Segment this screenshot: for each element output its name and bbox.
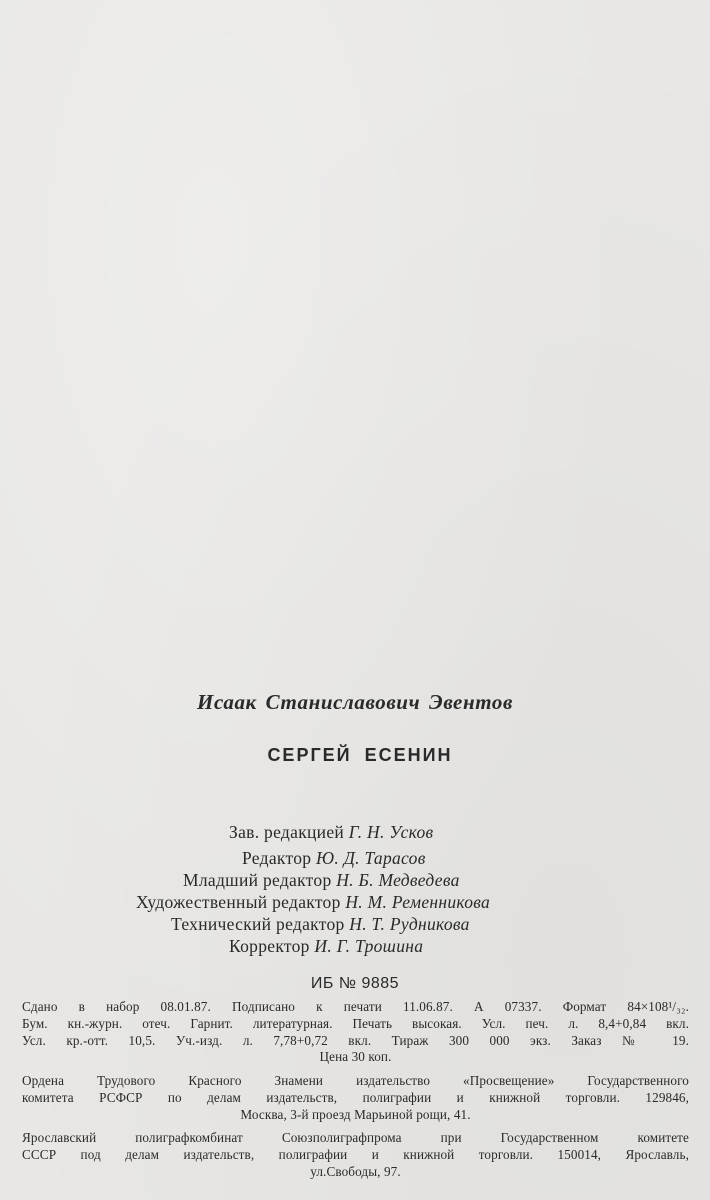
credit-person: Г. Н. Усков [348, 822, 434, 842]
credit-line-junior-editor [183, 869, 460, 891]
credit-line-proofreader [229, 935, 423, 957]
author-name: Исаак Станиславович Эвентов [197, 690, 513, 714]
printer-line: СССР под делам издательств, полиграфии и книжной торговли. 150014, Ярославль, [22, 1146, 689, 1162]
printer-info [22, 1130, 689, 1180]
credit-line-art-editor [136, 891, 490, 913]
credit-role: Редактор [242, 848, 312, 868]
price: Цена 30 коп. [319, 1049, 392, 1065]
credit-line-editor [242, 847, 426, 869]
printer-address: ул.Свободы, 97. [310, 1163, 401, 1179]
publisher-line: комитета РСФСР по делам издательств, полиграфии и книжной торговли. 129846, [22, 1089, 689, 1105]
printer-line: Ярославский полиграфкомбинат Союзполиграфпрома при Государственном комитете [22, 1130, 689, 1145]
credit-role: Художественный редактор [136, 892, 341, 912]
publisher-info [22, 1073, 689, 1123]
ib-number: ИБ № 9885 [310, 975, 400, 992]
credit-line-technical-editor [171, 913, 470, 935]
print-details-line: Усл. кр.-отт. 10,5. Уч.-изд. л. 7,78+0,72 вкл. Тираж 300 000 экз. Заказ № 19. [22, 1032, 689, 1048]
credit-role: Младший редактор [183, 870, 332, 890]
print-details-line: Бум. кн.-журн. отеч. Гарнит. литературная. Печать высокая. Усл. печ. л. 8,4+0,84 вкл. [22, 1015, 689, 1031]
credit-person: Н. М. Ременникова [345, 892, 491, 912]
credit-person: И. Г. Трошина [314, 936, 424, 956]
publisher-line: Ордена Трудового Красного Знамени издательство «Просвещение» Государственного [22, 1073, 689, 1088]
publisher-address: Москва, 3-й проезд Марьиной рощи, 41. [240, 1106, 471, 1122]
credit-person: Ю. Д. Тарасов [316, 848, 426, 868]
book-title: СЕРГЕЙ ЕСЕНИН [267, 745, 453, 765]
credit-person: Н. Т. Рудникова [349, 914, 470, 934]
credit-role: Зав. редакцией [229, 822, 345, 842]
credit-role: Корректор [229, 936, 310, 956]
credit-person: Н. Б. Медведева [336, 870, 460, 890]
credit-line-head-of-editorial [229, 821, 433, 843]
print-details [22, 999, 689, 1066]
print-details-line: Сдано в набор 08.01.87. Подписано к печати 11.06.87. А 07337. Формат 84×108¹/₃₂. [22, 999, 689, 1014]
credit-role: Технический редактор [171, 914, 345, 934]
